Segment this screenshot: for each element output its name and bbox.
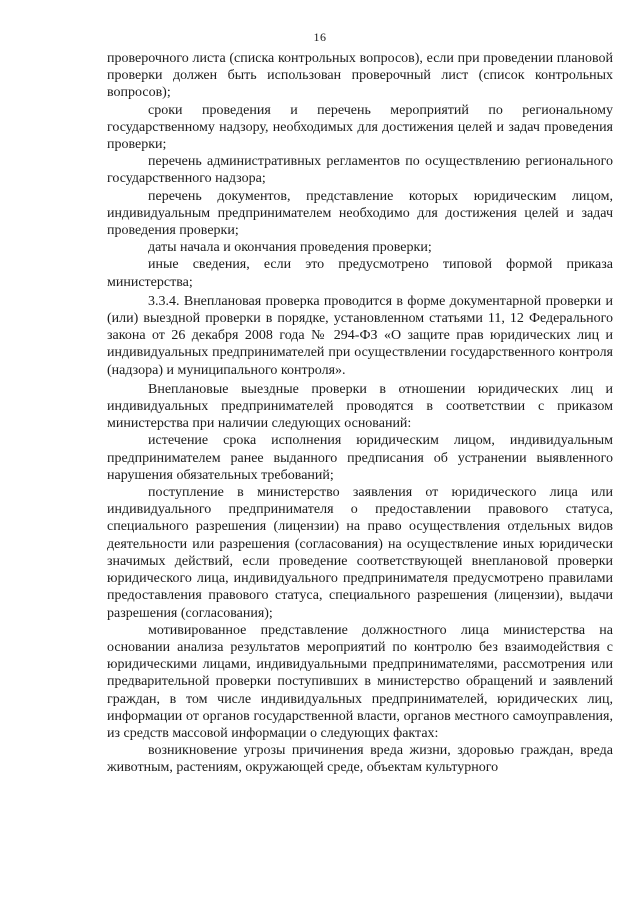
page-number: 16 <box>313 30 327 44</box>
paragraph-motivated-submission: мотивированное представление должностного лица министерства на основании анализа результатов мероприятий по контролю без взаимодействия с юридическими лицами, индивидуальными предпринимателями, рассмотрения или предварительной проверки поступивших в министерство обращений и заявлений граждан, в том числе индивидуальных предпринимателей, юридических лиц, информации от органов государственной власти, органов местного самоуправления, из средств массовой информации о следующих фактах: <box>107 622 613 741</box>
paragraph-inspection-dates: даты начала и окончания проведения проверки; <box>148 240 432 256</box>
paragraph-documents-list: перечень документов, представление которых юридическим лицом, индивидуальным предпринимателем необходимо для достижения целей и задач проведения проверки; <box>107 188 613 239</box>
document-body <box>107 50 613 777</box>
paragraph-3-3-4: 3.3.4. Внеплановая проверка проводится в форме документарной проверки и (или) выездной проверки в порядке, установленном статьями 11, 12 Федерального закона от 26 декабря 2008 года № 294-ФЗ «О защите прав юридических лиц и индивидуальных предпринимателей при осуществлении государственного контроля (надзора) и муниципального контроля». <box>107 293 613 378</box>
paragraph-other-info: иные сведения, если это предусмотрено типовой формой приказа министерства; <box>107 257 613 290</box>
paragraph-threat-of-harm: возникновение угрозы причинения вреда жизни, здоровью граждан, вреда животным, растениям, окружающей среде, объектам культурного <box>107 743 613 776</box>
paragraph-inspection-terms: сроки проведения и перечень мероприятий по региональному государственному надзору, необходимых для достижения целей и задач проведения проверки; <box>107 102 613 153</box>
paragraph-admin-regulations: перечень административных регламентов по осуществлению регионального государственного надзора; <box>107 154 613 187</box>
paragraph-application-receipt: поступление в министерство заявления от юридического лица или индивидуального предпринимателя о предоставлении правового статуса, специального разрешения (лицензии) на право осуществления отдельных видов деятельности или разрешения (согласования) на осуществление иных юридически значимых действий, если проведение соответствующей внеплановой проверки юридического лица, индивидуального предпринимателя предусмотрено правилами предоставления правового статуса, специального разрешения (лицензии), выдачи разрешения (согласования); <box>107 485 613 621</box>
paragraph-order-expiry: истечение срока исполнения юридическим лицом, индивидуальным предпринимателем ранее выданного предписания об устранении выявленного нарушения обязательных требований; <box>107 433 613 483</box>
paragraph-unscheduled-grounds: Внеплановые выездные проверки в отношении юридических лиц и индивидуальных предпринимателей проводятся в соответствии с приказом министерства при наличии следующих оснований: <box>107 381 613 432</box>
paragraph-continuation: проверочного листа (списка контрольных вопросов), если при проведении плановой проверки должен быть использован проверочный лист (список контрольных вопросов); <box>107 51 613 101</box>
